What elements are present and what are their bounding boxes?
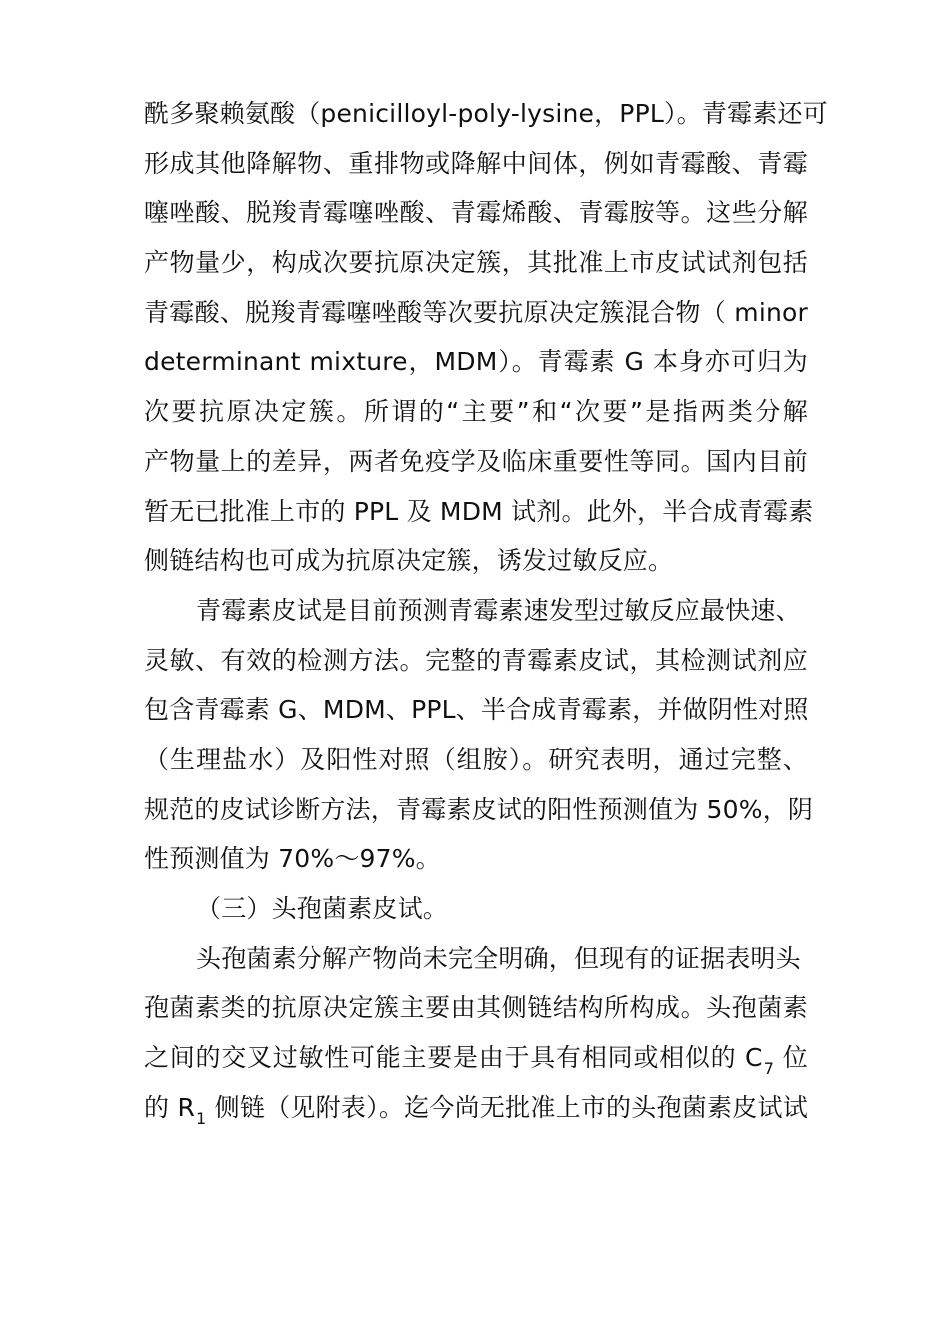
text-segment: 侧链（见附表）。迄今尚无批准上市的头孢菌素皮试试 — [206, 1092, 808, 1122]
text-segment: 之间的交叉过敏性可能主要是由于具有相同或相似的 C — [144, 1043, 763, 1073]
text-line-r1 — [144, 1083, 808, 1133]
text-line: 包含青霉素 G、MDM、PPL、半合成青霉素，并做阴性对照 — [144, 695, 809, 725]
text-line: 青霉酸、脱羧青霉噻唑酸等次要抗原决定簇混合物（ minor — [144, 297, 808, 327]
text-line: 灵敏、有效的检测方法。完整的青霉素皮试，其检测试剂应 — [144, 645, 808, 675]
paragraph-first-line: 青霉素皮试是目前预测青霉素速发型过敏反应最快速、 — [196, 595, 801, 625]
subscript: 1 — [196, 1108, 207, 1128]
text-line: 产物量上的差异，两者免疫学及临床重要性等同。国内目前 — [144, 446, 808, 476]
text-line: 形成其他降解物、重排物或降解中间体，例如青霉酸、青霉 — [144, 148, 808, 178]
text-line-c7 — [144, 1033, 808, 1083]
text-segment: 位 — [774, 1043, 808, 1073]
text-line: 规范的皮试诊断方法，青霉素皮试的阳性预测值为 50%，阴 — [144, 794, 814, 824]
text-line: 侧链结构也可成为抗原决定簇，诱发过敏反应。 — [144, 546, 674, 576]
section-heading: （三）头孢菌素皮试。 — [196, 894, 449, 923]
text-line: 次要抗原决定簇。所谓的“主要”和“次要”是指两类分解 — [144, 397, 808, 427]
text-line: 暂无已批准上市的 PPL 及 MDM 试剂。此外，半合成青霉素 — [144, 496, 814, 526]
text-line: 产物量少，构成次要抗原决定簇，其批准上市皮试试剂包括 — [144, 248, 808, 278]
text-line: 孢菌素类的抗原决定簇主要由其侧链结构所构成。头孢菌素 — [144, 993, 808, 1023]
text-line: 性预测值为 70%～97%。 — [144, 844, 441, 874]
text-line: determinant mixture，MDM）。青霉素 G 本身亦可归为 — [144, 347, 808, 377]
text-line: 酰多聚赖氨酸（penicilloyl-poly-lysine，PPL）。青霉素还可 — [144, 99, 828, 128]
text-segment: 的 R — [144, 1092, 196, 1122]
subscript: 7 — [763, 1059, 775, 1079]
body-text — [144, 89, 828, 1132]
text-line: （生理盐水）及阳性对照（组胺）。研究表明，通过完整、 — [144, 744, 808, 774]
paragraph-first-line: 头孢菌素分解产物尚未完全明确，但现有的证据表明头 — [196, 943, 801, 973]
text-line: 噻唑酸、脱羧青霉噻唑酸、青霉烯酸、青霉胺等。这些分解 — [144, 198, 808, 228]
